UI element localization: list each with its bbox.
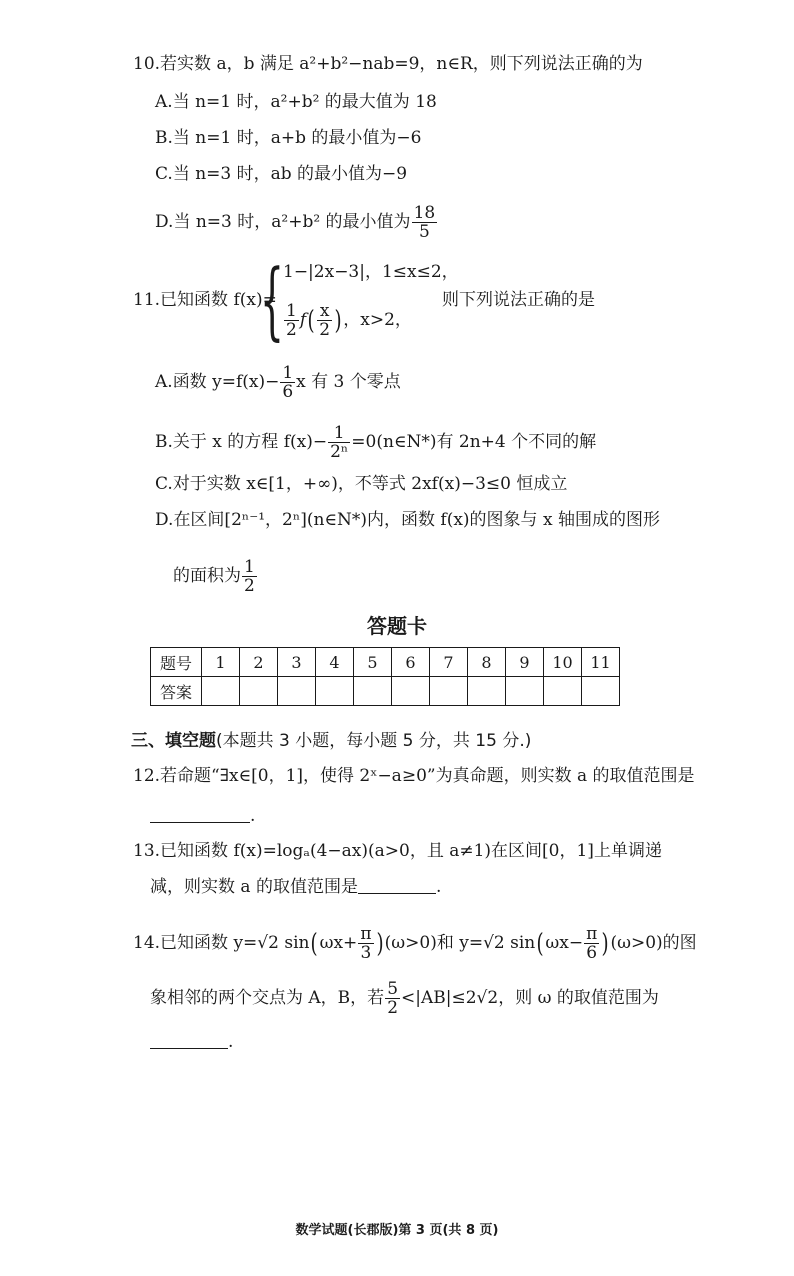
answer-cell[interactable] [278, 677, 316, 706]
q14-answer-line: . [150, 1032, 233, 1052]
q10-option-c: C.当 n=3 时，ab 的最小值为−9 [155, 164, 408, 184]
answer-cell[interactable] [506, 677, 544, 706]
section-heading: 三、填空题(本题共 3 小题，每小题 5 分，共 15 分.) [131, 731, 532, 751]
q11-piece-2: $\frac{1}{2}$ f( $\frac{x}{2}$ )，x>2， [286, 301, 412, 340]
q14-stem-cont: 象相邻的两个交点为 A，B，若 $\frac{5}{2}$ <|AB|≤2√2，则 ω 的取值范围为 [150, 979, 659, 1018]
answer-cell[interactable] [582, 677, 620, 706]
row-label: 答案 [151, 677, 202, 706]
q12-answer-line: . [150, 806, 255, 826]
fraction: $\frac{x}{2}$ [319, 301, 331, 340]
answer-cell[interactable] [430, 677, 468, 706]
q10-option-b: B.当 n=1 时，a+b 的最小值为−6 [155, 128, 422, 148]
answer-card-title: 答题卡 [367, 614, 427, 638]
question-number: 9 [506, 648, 544, 677]
question-number: 7 [430, 648, 468, 677]
fraction: $\frac{\pi}{3}$ [360, 924, 372, 963]
piecewise-brace: { [260, 251, 285, 349]
q10-option-a: A.当 n=1 时，a²+b² 的最大值为 18 [155, 92, 437, 112]
page-footer: 数学试题(长郡版)第 3 页(共 8 页) [295, 1223, 499, 1238]
fraction: $\frac{1}{2}$ [244, 557, 255, 596]
q11-option-c: C.对于实数 x∈[1，+∞)，不等式 2xf(x)−3≤0 恒成立 [155, 474, 568, 494]
fraction: $\frac{1}{6}$ [282, 363, 294, 402]
answer-cell[interactable] [354, 677, 392, 706]
q11-option-d: D.在区间[2ⁿ⁻¹，2ⁿ](n∈N*)内，函数 f(x)的图象与 x 轴围成的图形 [155, 510, 660, 530]
question-number: 5 [354, 648, 392, 677]
q11-suffix: 则下列说法正确的是 [442, 290, 595, 310]
question-number: 2 [240, 648, 278, 677]
answer-card-table [150, 647, 620, 706]
question-number: 8 [468, 648, 506, 677]
fraction: $\frac{5}{2}$ [387, 979, 399, 1018]
answer-cell[interactable] [316, 677, 354, 706]
fraction: $\frac{1}{2}$ [286, 301, 297, 340]
q11-option-b: B.关于 x 的方程 f(x)− $\frac{1}{\text{2ⁿ}}$ =0(n∈N*)有 2n+4 个不同的解 [155, 423, 597, 462]
question-number: 11 [582, 648, 620, 677]
q10-stem: 10.若实数 a，b 满足 a²+b²−nab=9，n∈R，则下列说法正确的为 [133, 54, 643, 74]
question-number: 1 [202, 648, 240, 677]
q13-stem-cont: 减，则实数 a 的取值范围是 . [150, 877, 442, 897]
answer-cell[interactable] [392, 677, 430, 706]
question-number: 3 [278, 648, 316, 677]
q11-prefix: 11.已知函数 f(x)= [133, 290, 277, 310]
question-number: 10 [544, 648, 582, 677]
fraction: $\frac{18}{5}$ [413, 203, 436, 242]
question-number: 6 [392, 648, 430, 677]
table-row [151, 648, 620, 677]
fraction: $\frac{\pi}{6}$ [586, 924, 598, 963]
q13-stem: 13.已知函数 f(x)=logₐ(4−ax)(a>0，且 a≠1)在区间[0，1]上单调递 [133, 841, 662, 861]
answer-blank[interactable] [150, 806, 250, 823]
q14-stem: 14.已知函数 y=√2 sin(ωx+ $\frac{\pi}{3}$ )(ω>0)和 y=√2 sin(ωx− $\frac{\pi}{6}$ )(ω>0)的图 [133, 924, 697, 963]
answer-cell[interactable] [544, 677, 582, 706]
answer-cell[interactable] [240, 677, 278, 706]
row-label: 题号 [151, 648, 202, 677]
q10-option-d: D.当 n=3 时，a²+b² 的最小值为 $\frac{18}{5}$ [155, 203, 436, 242]
q11-option-d-cont: 的面积为 $\frac{1}{2}$ [173, 557, 255, 596]
answer-cell[interactable] [468, 677, 506, 706]
answer-cell[interactable] [202, 677, 240, 706]
fraction: $\frac{1}{\text{2ⁿ}}$ [330, 423, 349, 462]
answer-blank[interactable] [150, 1032, 228, 1049]
answer-blank[interactable] [358, 877, 436, 894]
q12-stem: 12.若命题“∃x∈[0，1]，使得 2ˣ−a≥0”为真命题，则实数 a 的取值范围是 [133, 766, 695, 786]
table-row [151, 677, 620, 706]
question-number: 4 [316, 648, 354, 677]
q11-piece-1: 1−|2x−3|，1≤x≤2， [283, 262, 459, 282]
q11-option-a: A.函数 y=f(x)− $\frac{1}{6}$ x 有 3 个零点 [155, 363, 401, 402]
